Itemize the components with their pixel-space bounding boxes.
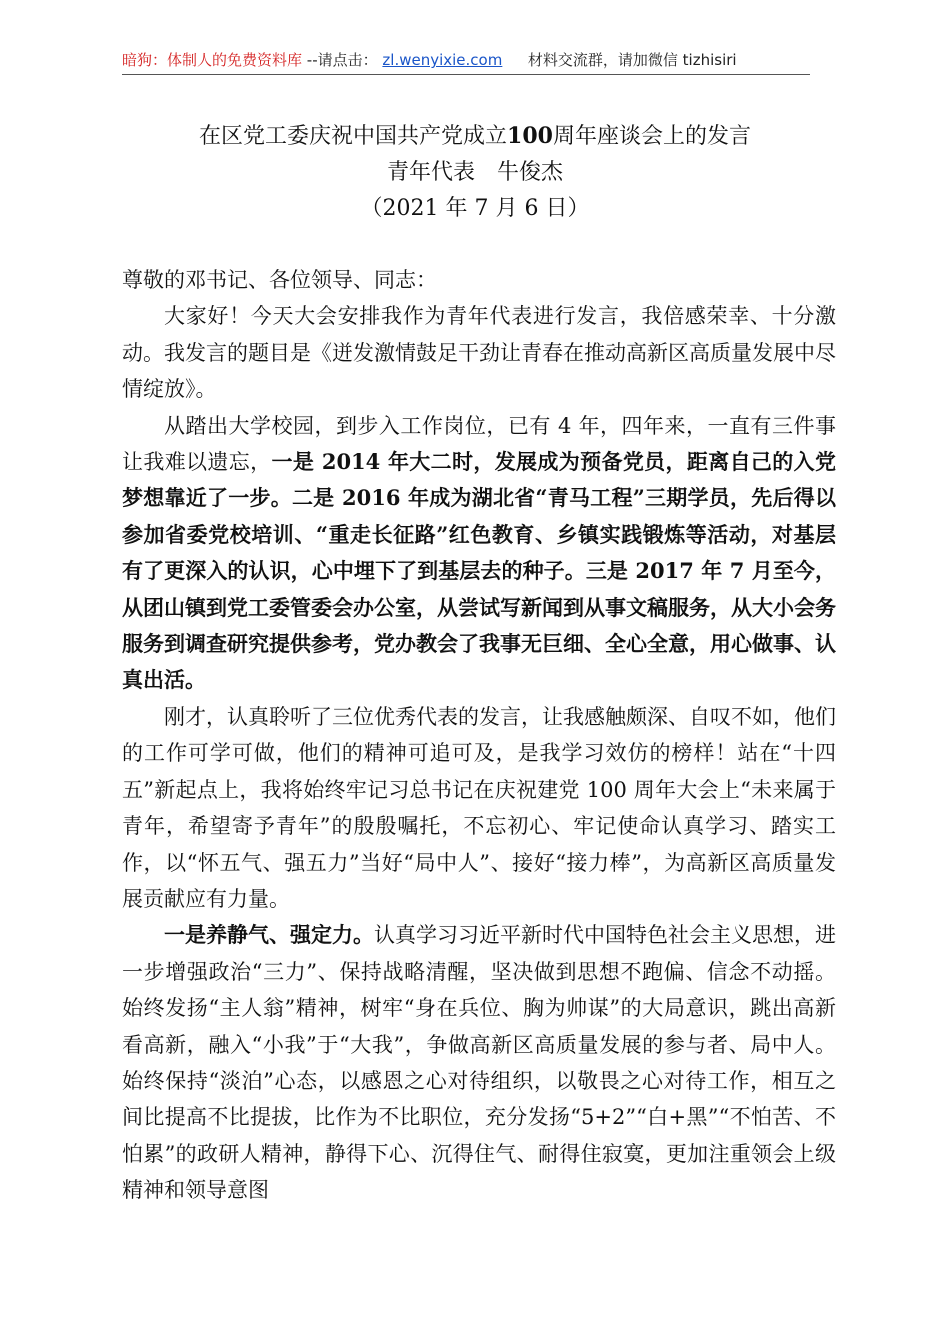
- document-date: （2021 年 7 月 6 日）: [360, 196, 590, 221]
- page-header: [122, 48, 810, 72]
- title-text-b: 周年座谈会上的发言: [552, 124, 751, 149]
- paragraph-4: [122, 917, 836, 1208]
- document-title: [0, 118, 950, 155]
- header-link[interactable]: zl.wenyixie.com: [382, 51, 503, 69]
- title-text-a: 在区党工委庆祝中国共产党成立: [199, 124, 508, 149]
- header-divider: [122, 74, 810, 75]
- document-body: [122, 262, 836, 1209]
- document-author: 青年代表 牛俊杰: [386, 160, 563, 185]
- paragraph-3: 刚才，认真聆听了三位优秀代表的发言，让我感触颇深、自叹不如，他们的工作可学可做，他们的精神可追可及，是我学习效仿的榜样！站在“十四五”新起点上，我将始终牢记习总书记在庆祝建党 100 周年大会上“未来属于青年，希望寄予青年”的殷殷嘱托，不忘初心、牢记使命认真学习、踏实工作，以“怀五气、强五力”当好“局中人”、接好“接力棒”，为高新区高质量发展贡献应有力量。: [122, 704, 836, 911]
- salutation: 尊敬的邓书记、各位领导、同志：: [122, 268, 437, 292]
- paragraph-2: [122, 408, 836, 699]
- paragraph-2-intro: 从踏出大学校园，到步入工作岗位，已有 4 年，四年来，一直有三件事让我难以遗忘，: [122, 413, 836, 475]
- paragraph-4-lead: 一是养静气、强定力。: [164, 922, 374, 948]
- header-click-prompt: --请点击：: [306, 51, 378, 69]
- document-title-block: [0, 118, 950, 227]
- paragraph-2-highlight: 一是 2014 年大二时，发展成为预备党员，距离自己的入党梦想靠近了一步。二是 2016 年成为湖北省“青马工程”三期学员，先后得以参加省委党校培训、“重走长征路”红色教育、乡镇实践锻炼等活动，对基层有了更深入的认识，心中埋下了到基层去的种子。三是 2017 年 7 月至今，从团山镇到党工委管委会办公室，从尝试写新闻到从事文稿服务，从大小会务服务到调查研究提供参考，党办教会了我事无巨细、全心全意，用心做事、认真出活。: [122, 449, 836, 693]
- header-brand: 暗狗：体制人的免费资料库: [122, 51, 303, 69]
- paragraph-4-rest: 认真学习习近平新时代中国特色社会主义思想，进一步增强政治“三力”、保持战略清醒，坚决做到思想不跑偏、信念不动摇。始终发扬“主人翁”精神，树牢“身在兵位、胸为帅谋”的大局意识，跳出高新看高新，融入“小我”于“大我”，争做高新区高质量发展的参与者、局中人。始终保持“淡泊”心态，以感恩之心对待组织，以敬畏之心对待工作，相互之间比提高不比提拔，比作为不比职位，充分发扬“5+2”“白+黑”“不怕苦、不怕累”的政研人精神，静得下心、沉得住气、耐得住寂寞，更加注重领会上级精神和领导意图: [122, 923, 836, 1203]
- paragraph-1: 大家好！今天大会安排我作为青年代表进行发言，我倍感荣幸、十分激动。我发言的题目是《迸发激情鼓足干劲让青春在推动高新区高质量发展中尽情绽放》。: [122, 304, 836, 402]
- title-number: 100: [507, 123, 553, 149]
- header-wechat-text: 材料交流群，请加微信 tizhisiri: [527, 51, 737, 69]
